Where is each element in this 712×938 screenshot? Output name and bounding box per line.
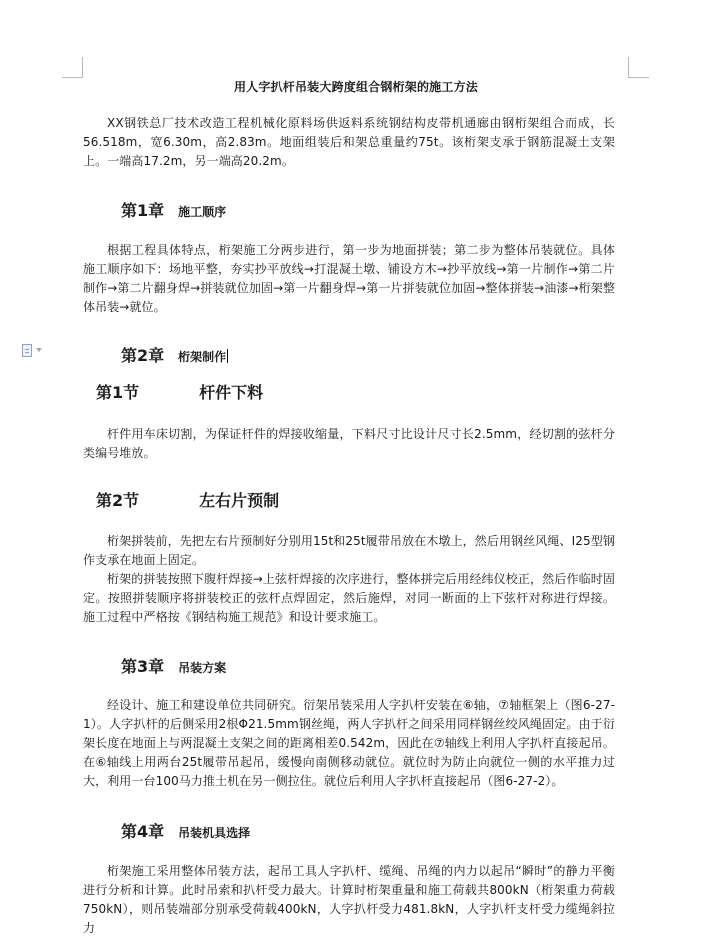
intro-paragraph[interactable]: XX钢铁总厂技术改造工程机械化原料场供返料系统钢结构皮带机通廊由钢桁架组合而成，长56.518m，宽6.30m，高2.83m。地面组装后和架总重量约75t。该桁架支承于钢筋混凝土支架上。一端高17.2m，另一端高20.2m。 xyxy=(83,116,615,168)
section2-paragraph-1[interactable]: 桁架拼装前，先把左右片预制好分别用15t和25t履带吊放在木墩上，然后用钢丝风绳、I25型钢作支承在地面上固定。 xyxy=(83,534,615,567)
section-heading[interactable] xyxy=(96,380,263,403)
chapter-title: 吊装机具选择 xyxy=(178,826,251,840)
document-icon xyxy=(22,344,32,357)
section-heading[interactable] xyxy=(96,488,279,511)
section-title: 左右片预制 xyxy=(199,491,280,510)
chapter3-paragraph[interactable]: 经设计、施工和建设单位共同研究。衍架吊装采用人字扒杆安装在⑥轴，⑦轴框架上（图6-27-1）。人字扒杆的后侧采用2根Φ21.5mm钢丝绳，两人字扒杆之间采用同样钢丝绞风绳固定。由于衍架长度在地面上与两混凝土支架之间的距离相差0.542m，因此在⑦轴线上利用人字扒杆直接起吊。在⑥轴线上用两台25t履带吊起吊，缓慢向南侧移动就位。就位时为防止向就位一侧的水平推力过大，利用一台100马力推土机在另一侧拉住。就位后利用人字扒杆直接起吊（图6-27-2）。 xyxy=(83,698,615,788)
chapter-heading[interactable] xyxy=(121,343,228,366)
chapter-number: 第3章 xyxy=(121,657,165,676)
page-corner-mark-top-left xyxy=(62,57,83,78)
chapter-number: 第1章 xyxy=(121,201,165,220)
section-title: 杆件下料 xyxy=(199,383,264,402)
chapter-title: 施工顺序 xyxy=(178,205,227,219)
chapter-heading[interactable] xyxy=(121,654,226,677)
section-number: 第2节 xyxy=(96,491,140,510)
section1-paragraph[interactable]: 杆件用车床切割，为保证杆件的焊接收缩量，下料尺寸比设计尺寸长2.5mm，经切割的弦杆分类编号堆放。 xyxy=(83,427,615,460)
chapter-heading[interactable] xyxy=(121,198,226,221)
chapter1-paragraph[interactable]: 根据工程具体特点，桁架施工分两步进行，第一步为地面拼装；第二步为整体吊装就位。具体施工顺序如下：场地平整，夯实抄平放线→打混凝土墩、铺设方木→抄平放线→第一片制作→第二片制作→第二片翻身焊→拼装就位加固→第一片翻身焊→第一片拼装就位加固→整体拼装→油漆→桁架整体吊装→就位。 xyxy=(83,243,615,314)
document-title: 用人字扒杆吊装大跨度组合钢桁架的施工方法 xyxy=(233,80,478,94)
chapter-number: 第4章 xyxy=(121,822,165,841)
section2-paragraph-2[interactable]: 桁架的拼装按照下腹杆焊接→上弦杆焊接的次序进行，整体拼完后用经纬仪校正，然后作临时固定。按照拼装顺序将拼装校正的弦杆点焊固定，然后施焊，对同一断面的上下弦杆对称进行焊接。施工过程中严格按《钢结构施工规范》和设计要求施工。 xyxy=(83,572,615,624)
chapter-number: 第2章 xyxy=(121,346,165,365)
chapter-title: 桁架制作 xyxy=(178,350,227,364)
chapter-title: 吊装方案 xyxy=(178,661,227,675)
page-corner-mark-top-right xyxy=(628,57,649,78)
section-number: 第1节 xyxy=(96,383,140,402)
chapter-heading[interactable] xyxy=(121,819,250,842)
outline-toggle[interactable] xyxy=(22,343,48,357)
chevron-down-icon xyxy=(36,348,42,352)
text-cursor xyxy=(227,349,228,363)
chapter4-paragraph[interactable]: 桁架施工采用整体吊装方法，起吊工具人字扒杆、缆绳、吊绳的内力以起吊“瞬时”的静力平衡进行分析和计算。此时吊索和扒杆受力最大。计算时桁架重量和施工荷载共800kN（桁架重力荷载750kN），则吊装端部分别承受荷载400kN，人字扒杆受力481.8kN，人字扒杆支杆受力缆绳斜拉力 xyxy=(83,864,615,935)
